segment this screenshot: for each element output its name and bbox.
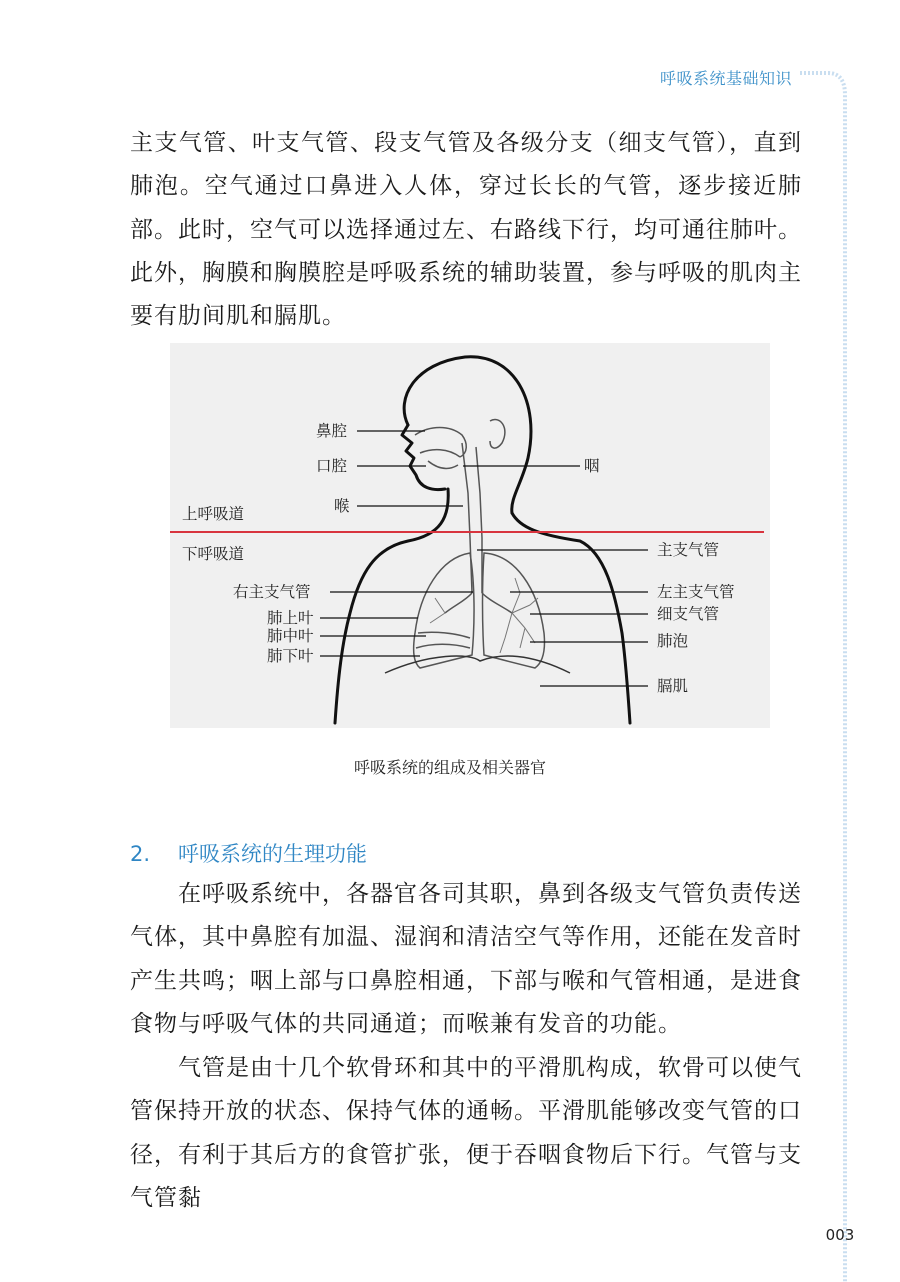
section-paragraph-2: 气管是由十几个软骨环和其中的平滑肌构成，软骨可以使气管保持开放的状态、保持气体的通畅。平滑肌能够改变气管的口径，有利于其后方的食管扩张，便于吞咽食物后下行。气管与支气管黏 xyxy=(130,1055,802,1211)
label-pharynx: 咽 xyxy=(584,457,600,475)
section-title: 呼吸系统的生理功能 xyxy=(178,842,367,866)
body-paragraph-top: 主支气管、叶支气管、段支气管及各级分支（细支气管），直到肺泡。空气通过口鼻进入人体，穿过长长的气管，逐步接近肺部。此时，空气可以选择通过左、右路线下行，均可通往肺叶。此外，胸膜和胸膜腔是呼吸系统的辅助装置，参与呼吸的肌肉主要有肋间肌和膈肌。 xyxy=(130,130,802,330)
label-upper-lobe: 肺上叶 xyxy=(267,609,314,627)
figure-caption: 呼吸系统的组成及相关器官 xyxy=(353,758,546,777)
section-number: 2. xyxy=(130,842,151,866)
label-lower-lobe: 肺下叶 xyxy=(267,647,314,665)
section-paragraph-1: 在呼吸系统中，各器官各司其职，鼻到各级支气管负责传送气体，其中鼻腔有加温、湿润和清洁空气等作用，还能在发音时产生共鸣；咽上部与口鼻腔相通，下部与喉和气管相通，是进食食物与呼吸气体的共同通道；而喉兼有发音的功能。 xyxy=(130,881,802,1037)
label-left-main-bronchus: 左主支气管 xyxy=(657,583,735,601)
label-upper-respiratory-tract: 上呼吸道 xyxy=(182,505,245,523)
label-main-bronchus: 主支气管 xyxy=(657,541,720,559)
label-bronchiole: 细支气管 xyxy=(657,605,720,623)
page-number: 003 xyxy=(825,1226,855,1244)
label-oral-cavity: 口腔 xyxy=(316,457,348,475)
label-alveoli: 肺泡 xyxy=(657,632,689,650)
section-heading xyxy=(130,838,367,868)
respiratory-system-figure xyxy=(170,343,770,728)
respiratory-illustration xyxy=(170,343,770,728)
label-diaphragm: 膈肌 xyxy=(657,677,689,695)
label-right-main-bronchus: 右主支气管 xyxy=(233,583,311,601)
label-larynx: 喉 xyxy=(334,497,350,515)
label-lower-respiratory-tract: 下呼吸道 xyxy=(182,545,245,563)
label-nasal-cavity: 鼻腔 xyxy=(316,422,348,440)
label-middle-lobe: 肺中叶 xyxy=(267,627,314,645)
running-title: 呼吸系统基础知识 xyxy=(659,69,792,88)
